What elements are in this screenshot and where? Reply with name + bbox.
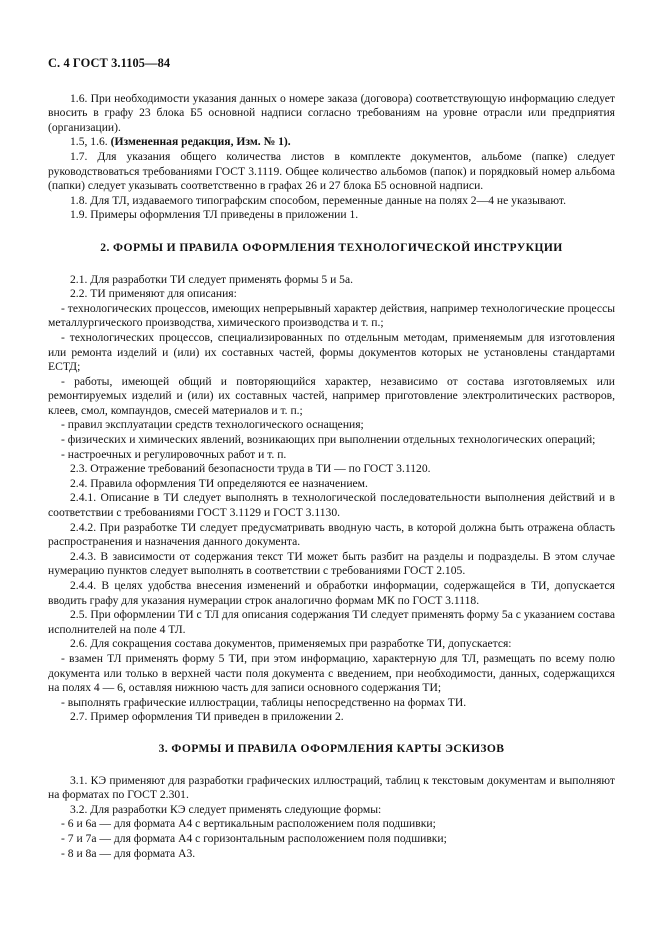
clause-1-5-1-6 <box>48 135 615 150</box>
list-item: - настроечных и регулировочных работ и т. п. <box>61 447 287 461</box>
clause-2-6: 2.6. Для сокращения состава документов, применяемых при разработке ТИ, допускается: <box>70 637 512 651</box>
list-item: - 8 и 8а — для формата А3. <box>61 846 196 860</box>
list-item: - правил эксплуатации средств технологического оснащения; <box>61 418 364 432</box>
clause-2-4-4: 2.4.4. В целях удобства внесения изменений и обработки информации, содержащейся в ТИ, допускается вводить графу для указания нумерации строк аналогично формам МК по ГОСТ 3.1118. <box>48 579 615 607</box>
clause-3-2: 3.2. Для разработки КЭ следует применять следующие формы: <box>70 802 382 816</box>
section-2-title: 2. ФОРМЫ И ПРАВИЛА ОФОРМЛЕНИЯ ТЕХНОЛОГИЧЕСКОЙ ИНСТРУКЦИИ <box>100 240 563 254</box>
clause-2-4-3: 2.4.3. В зависимости от содержания текст ТИ может быть разбит на разделы и подразделы. В этом случае нумерацию пунктов следует выполнять в соответствии с требованиями ГОСТ 2.105. <box>48 549 615 578</box>
list-item: - работы, имеющей общий и повторяющийся характер, независимо от состава изготовляемых или ремонтируемых изделий и (или) их составных частей, например приготовление электролитических растворов, клеев, смол, компаундов, смесей материалов и т. п.; <box>48 374 615 417</box>
list-item: - выполнять графические иллюстрации, таблицы непосредственно на формах ТИ. <box>61 695 467 709</box>
clause-3-1: 3.1. КЭ применяют для разработки графических иллюстраций, таблиц к текстовым документам и выполняют на форматах по ГОСТ 2.301. <box>48 773 615 802</box>
clause-2-4: 2.4. Правила оформления ТИ определяются ее назначением. <box>70 476 368 490</box>
clause-2-3: 2.3. Отражение требований безопасности труда в ТИ — по ГОСТ 3.1120. <box>70 462 431 476</box>
list-item: - 6 и 6а — для формата А4 с вертикальным расположением поля подшивки; <box>61 817 436 831</box>
clause-2-5: 2.5. При оформлении ТИ с ТЛ для описания содержания ТИ следует применять форму 5а с указанием состава исполнителей на поле 4 ТЛ. <box>48 608 615 636</box>
list-item: - физических и химических явлений, возникающих при выполнении отдельных технологических операций; <box>61 433 596 447</box>
clause-1-9: 1.9. Примеры оформления ТЛ приведены в приложении 1. <box>70 208 359 222</box>
clause-1-7: 1.7. Для указания общего количества листов в комплекте документов, альбоме (папке) следует руководствоваться требованиями ГОСТ 3.1119. Общее количество альбомов (папок) и порядковый номер альбома (папки) следует указывать соответственно в графах 26 и 27 блока Б5 основной надписи. <box>48 149 615 193</box>
revision-note: (Измененная редакция, Изм. № 1). <box>110 135 291 149</box>
list-item: - взамен ТЛ применять форму 5 ТИ, при этом информацию, характерную для ТЛ, размещать по всему полю документа или только в верхней части поля документа с введением, при необходимости, данных, содержащихся на полях 4 — 6, оставляя нижнюю часть для записи основного содержания ТИ; <box>48 651 615 695</box>
section-3-title: 3. ФОРМЫ И ПРАВИЛА ОФОРМЛЕНИЯ КАРТЫ ЭСКИЗОВ <box>158 741 505 755</box>
list-item: - 7 и 7а — для формата А4 с горизонтальным расположением поля подшивки; <box>61 831 447 845</box>
clause-2-4-2: 2.4.2. При разработке ТИ следует предусматривать вводную часть, в которой должна быть отражена область распространения и назначения данного документа. <box>48 520 615 549</box>
list-item: - технологических процессов, специализированных по отдельным методам, применяемым для изготовления или ремонта изделий и (или) их составных частей, формы документов которых не установлены стандартами ЕСТД; <box>48 330 615 374</box>
list-item: - технологических процессов, имеющих непрерывный характер действия, например технологические процессы металлургического производства, химического производства и т. п.; <box>48 301 615 330</box>
page-header: С. 4 ГОСТ 3.1105—84 <box>48 56 171 70</box>
clause-2-2: 2.2. ТИ применяют для описания: <box>70 287 237 301</box>
clause-ref: 1.5, 1.6. <box>70 135 111 149</box>
clause-1-6: 1.6. При необходимости указания данных о номере заказа (договора) соответствующую информацию следует вносить в графу 23 блока Б5 основной надписи согласно требованиям на уровне отрасли или предприятия (организации). <box>48 91 615 134</box>
clause-2-4-1: 2.4.1. Описание в ТИ следует выполнять в технологической последовательности выполнения действий и в соответствии с требованиями ГОСТ 3.1129 и ГОСТ 3.1130. <box>48 491 615 520</box>
clause-2-1: 2.1. Для разработки ТИ следует применять формы 5 и 5а. <box>70 272 354 286</box>
clause-1-8: 1.8. Для ТЛ, издаваемого типографским способом, переменные данные на полях 2—4 не указывают. <box>70 193 566 207</box>
clause-2-7: 2.7. Пример оформления ТИ приведен в приложении 2. <box>70 710 344 724</box>
